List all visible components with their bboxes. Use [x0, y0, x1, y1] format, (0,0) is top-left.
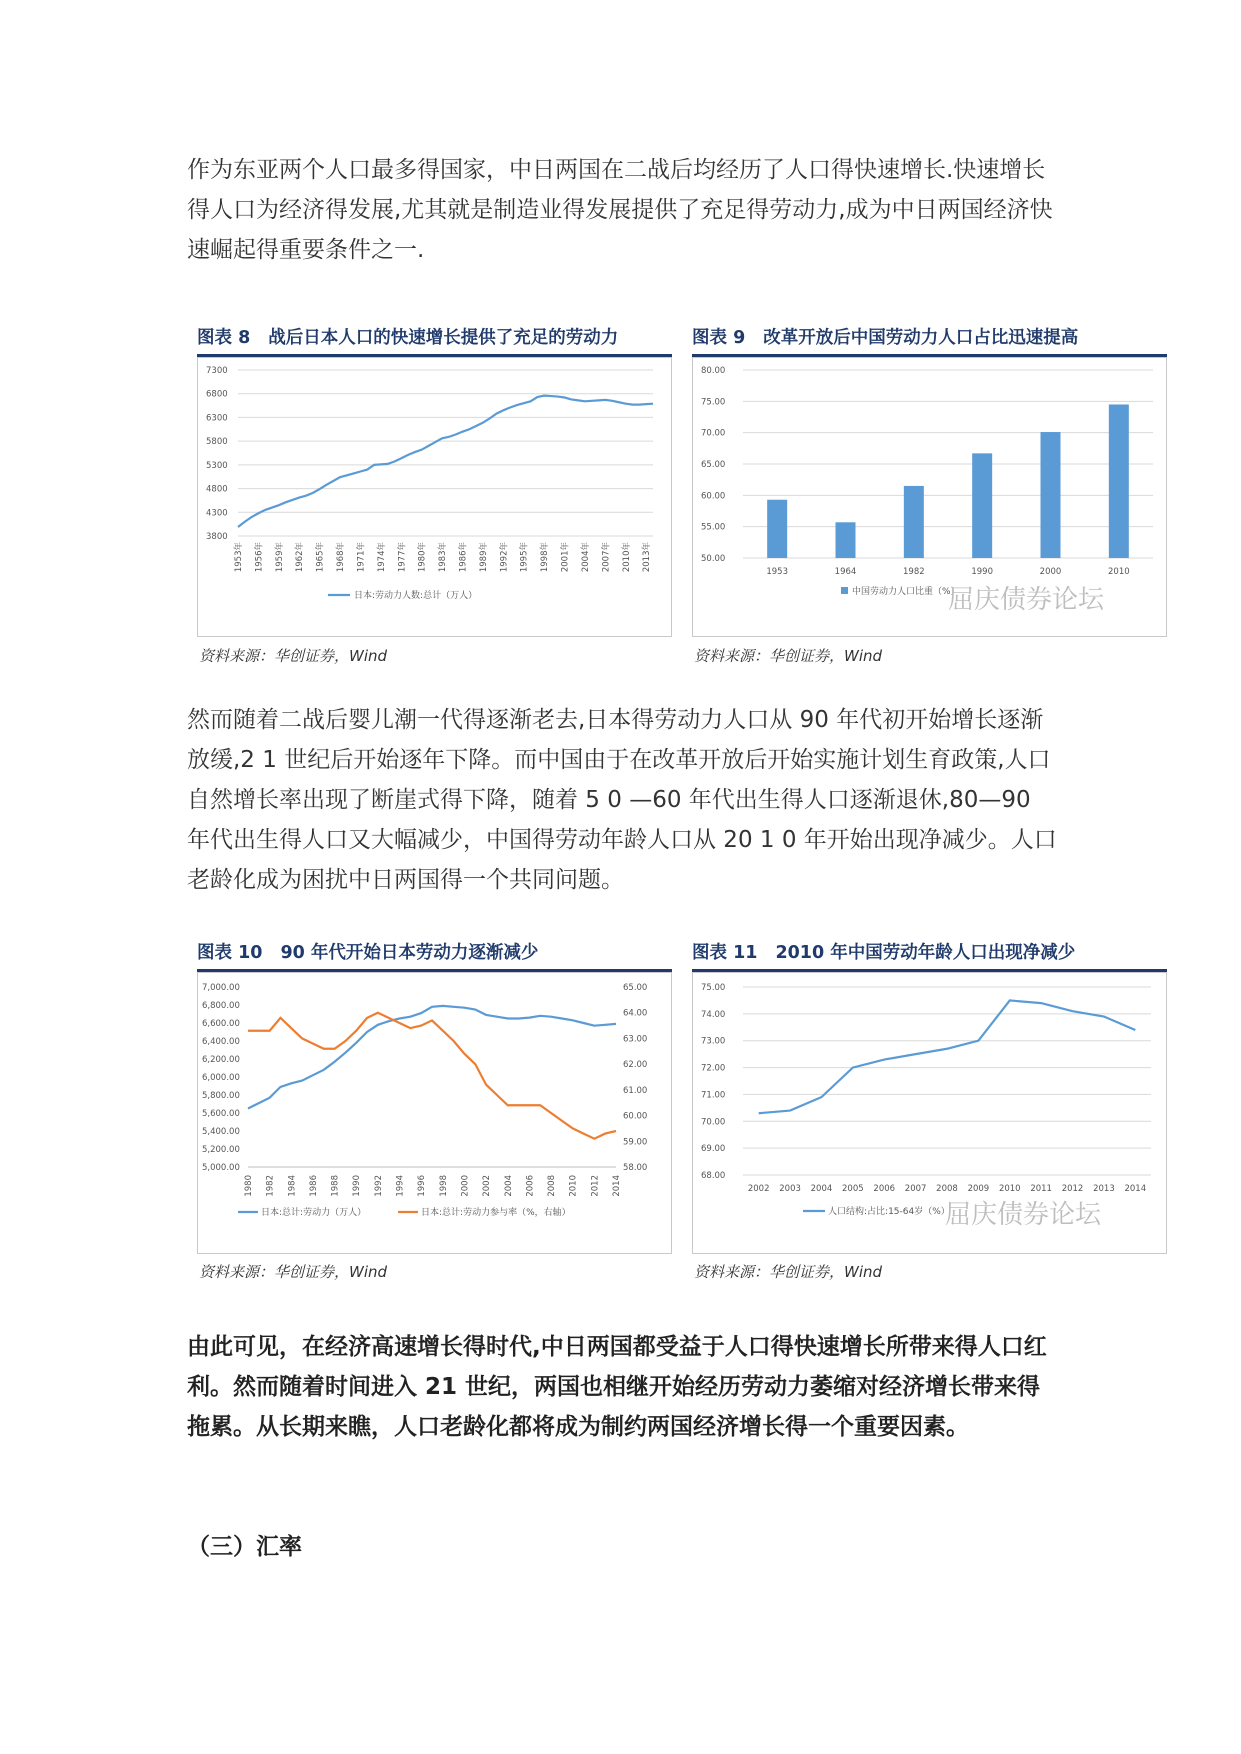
y-tick-label: 5,000.00	[202, 1163, 240, 1173]
x-tick-label: 2014	[1124, 1184, 1147, 1194]
x-tick-label: 1959年	[274, 542, 285, 573]
series-line-japan-participation-rate	[248, 1013, 616, 1139]
x-tick-label: 2011	[1030, 1184, 1052, 1194]
x-tick-label: 2010	[568, 1175, 579, 1197]
chart-9-title: 改革开放后中国劳动力人口占比迅速提高	[763, 328, 1079, 348]
x-tick-label: 2007年	[601, 542, 612, 573]
series-line-japan-labor-force	[238, 396, 653, 527]
bar-1964	[836, 522, 856, 558]
section-heading-exchange-rate: （三）汇率	[187, 1534, 302, 1560]
y2-tick-label: 64.00	[623, 1008, 648, 1019]
x-tick-label: 1965年	[315, 542, 326, 573]
y-tick-label: 69.00	[701, 1144, 726, 1155]
y2-tick-label: 65.00	[623, 983, 648, 993]
y-tick-label: 5800	[206, 437, 228, 448]
chart-8-number: 图表 8	[197, 328, 251, 348]
x-tick-label: 1974年	[376, 542, 387, 573]
y-tick-label: 68.00	[701, 1171, 726, 1181]
x-tick-label: 2001年	[560, 542, 571, 573]
chart-10	[197, 937, 672, 1287]
x-tick-label: 1990	[352, 1175, 363, 1197]
x-tick-label: 2012	[590, 1175, 601, 1197]
y-tick-label: 5,400.00	[202, 1127, 240, 1137]
legend-label: 中国劳动力人口比重（%）	[852, 587, 960, 597]
x-tick-label: 1983年	[438, 542, 449, 573]
x-tick-label: 1953	[766, 567, 788, 577]
chart-9-svg	[693, 358, 1166, 636]
y-tick-label: 70.00	[701, 1117, 726, 1128]
series-line-china-working-age-share	[759, 1000, 1136, 1113]
paragraph-intro: 作为东亚两个人口最多得国家，中日两国在二战后均经历了人口得快速增长.快速增长得人口为经济得发展,尤其就是制造业得发展提供了充足得劳动力,成为中日两国经济快速崛起得重要条件之一.	[187, 157, 1053, 263]
chart-11	[692, 937, 1167, 1287]
watermark-text: 屈庆债券论坛	[948, 585, 1105, 615]
y-tick-label: 80.00	[701, 366, 726, 376]
y2-tick-label: 61.00	[623, 1085, 648, 1096]
y-tick-label: 3800	[206, 532, 228, 542]
x-tick-label: 1980年	[417, 542, 428, 573]
y-tick-label: 6,200.00	[202, 1055, 240, 1065]
x-tick-label: 2000	[460, 1175, 471, 1197]
y-tick-label: 5,600.00	[202, 1109, 240, 1119]
chart-10-number: 图表 10	[197, 943, 263, 963]
x-tick-label: 1980	[244, 1175, 254, 1197]
y2-tick-label: 63.00	[623, 1034, 648, 1045]
chart-11-title-row	[692, 937, 1167, 969]
y2-tick-label: 58.00	[623, 1163, 648, 1173]
y-tick-label: 5,800.00	[202, 1091, 240, 1101]
bar-1982	[904, 486, 924, 558]
y-tick-label: 6800	[206, 389, 228, 400]
x-tick-label: 1964	[834, 567, 857, 577]
x-tick-label: 2004	[810, 1184, 833, 1194]
x-tick-label: 1986年	[458, 542, 469, 573]
y-tick-label: 60.00	[701, 491, 726, 502]
bar-2000	[1041, 432, 1061, 558]
x-tick-label: 2007	[904, 1184, 927, 1194]
legend-label-2: 日本:总计:劳动力参与率（%，右轴）	[421, 1208, 571, 1218]
x-tick-label: 2005	[842, 1184, 864, 1194]
chart-8-plot-box	[197, 357, 672, 637]
x-tick-label: 2012	[1061, 1184, 1084, 1194]
x-tick-label: 2008	[936, 1184, 958, 1194]
chart-11-title: 2010 年中国劳动年龄人口出现净减少	[775, 943, 1076, 963]
y-tick-label: 7300	[206, 366, 228, 376]
y-tick-label: 75.00	[701, 983, 726, 993]
y-tick-label: 73.00	[701, 1036, 726, 1047]
x-tick-label: 1962年	[295, 542, 306, 573]
chart-8-title: 战后日本人口的快速增长提供了充足的劳动力	[268, 328, 619, 348]
y-tick-label: 4300	[206, 508, 228, 519]
x-tick-label: 1986	[308, 1175, 319, 1197]
y-tick-label: 4800	[206, 484, 228, 495]
chart-8-source: 资料来源：华创证券，Wind	[199, 647, 388, 665]
chart-10-plot-box	[197, 972, 672, 1254]
x-tick-label: 1998年	[540, 542, 551, 573]
chart-8-svg	[198, 358, 671, 636]
x-tick-label: 1953年	[234, 542, 244, 573]
chart-10-svg	[198, 973, 671, 1253]
paragraph-conclusion: 由此可见，在经济高速增长得时代,中日两国都受益于人口得快速增长所带来得人口红利。然而随着时间进入 21 世纪，两国也相继开始经历劳动力萎缩对经济增长带来得拖累。从长期来瞧，人口老龄化都将成为制约两国经济增长得一个重要因素。	[187, 1334, 1047, 1440]
x-tick-label: 1984	[287, 1175, 298, 1197]
y2-tick-label: 62.00	[623, 1060, 648, 1071]
y-tick-label: 70.00	[701, 428, 726, 439]
chart-11-number: 图表 11	[692, 943, 758, 963]
legend-swatch	[841, 587, 848, 594]
x-tick-label: 1994	[395, 1175, 406, 1197]
y-tick-label: 5,200.00	[202, 1145, 240, 1155]
y-tick-label: 55.00	[701, 522, 726, 533]
x-tick-label: 2010年	[621, 542, 632, 573]
x-tick-label: 2000	[1039, 567, 1062, 577]
bar-2010	[1109, 404, 1129, 558]
bar-1953	[767, 500, 787, 558]
y-tick-label: 74.00	[701, 1009, 726, 1020]
y-tick-label: 65.00	[701, 460, 726, 470]
watermark-text: 屈庆债券论坛	[945, 1200, 1102, 1230]
chart-8	[197, 322, 672, 672]
chart-9-title-row	[692, 322, 1167, 354]
chart-10-title-row	[197, 937, 672, 969]
x-tick-label: 2013	[1093, 1184, 1115, 1194]
chart-11-source: 资料来源：华创证券，Wind	[694, 1263, 883, 1281]
y-tick-label: 7,000.00	[202, 983, 240, 993]
x-tick-label: 1992	[373, 1175, 384, 1197]
legend-label-1: 日本:总计:劳动力（万人）	[261, 1208, 367, 1218]
x-tick-label: 2004年	[580, 542, 591, 573]
chart-10-title: 90 年代开始日本劳动力逐渐减少	[280, 943, 539, 963]
y-tick-label: 6300	[206, 413, 228, 424]
bar-1990	[972, 453, 992, 558]
y2-tick-label: 60.00	[623, 1111, 648, 1122]
x-tick-label: 2006	[525, 1175, 536, 1197]
y2-tick-label: 59.00	[623, 1137, 648, 1148]
x-tick-label: 1989年	[478, 542, 489, 573]
y-tick-label: 6,400.00	[202, 1037, 240, 1047]
x-tick-label: 1998	[438, 1175, 449, 1197]
x-tick-label: 1992年	[499, 542, 510, 573]
legend-label: 人口结构:占比:15-64岁（%）	[828, 1207, 950, 1217]
x-tick-label: 2002	[747, 1184, 770, 1194]
x-tick-label: 2004	[503, 1175, 514, 1197]
y-tick-label: 6,800.00	[202, 1001, 240, 1011]
chart-9	[692, 322, 1167, 672]
chart-9-plot-box	[692, 357, 1167, 637]
x-tick-label: 1971年	[356, 542, 367, 573]
y-tick-label: 75.00	[701, 397, 726, 408]
chart-8-title-row	[197, 322, 672, 354]
x-tick-label: 2013年	[642, 542, 653, 573]
x-tick-label: 1996	[417, 1175, 428, 1197]
x-tick-label: 2010	[998, 1184, 1021, 1194]
chart-9-number: 图表 9	[692, 328, 746, 348]
y-tick-label: 72.00	[701, 1063, 726, 1074]
chart-9-source: 资料来源：华创证券，Wind	[694, 647, 883, 665]
x-tick-label: 1956年	[254, 542, 265, 573]
x-tick-label: 2009	[967, 1184, 990, 1194]
x-tick-label: 2006	[873, 1184, 896, 1194]
paragraph-aging: 然而随着二战后婴儿潮一代得逐渐老去,日本得劳动力人口从 90 年代初开始增长逐渐放缓,2 1 世纪后开始逐年下降。而中国由于在改革开放后开始实施计划生育政策,人口自然增长率出现了断崖式得下降，随着 5 0 —60 年代出生得人口逐渐退休,80—90 年代出生得人口又大幅减少，中国得劳动年龄人口从 20 1 0 年开始出现净减少。人口老龄化成为困扰中日两国得一个共同问题。	[187, 707, 1057, 893]
x-tick-label: 2008	[547, 1175, 558, 1197]
chart-11-svg	[693, 973, 1166, 1253]
chart-11-plot-box	[692, 972, 1167, 1254]
y-tick-label: 6,000.00	[202, 1073, 240, 1083]
x-tick-label: 2014	[612, 1175, 622, 1197]
chart-10-source: 资料来源：华创证券，Wind	[199, 1263, 388, 1281]
x-tick-label: 2010	[1108, 567, 1130, 577]
x-tick-label: 1977年	[397, 542, 408, 573]
x-tick-label: 1982	[903, 567, 925, 577]
x-tick-label: 2003	[779, 1184, 801, 1194]
legend-label: 日本:劳动力人数:总计（万人）	[354, 591, 478, 601]
x-tick-label: 1968年	[336, 542, 347, 573]
y-tick-label: 6,600.00	[202, 1019, 240, 1029]
x-tick-label: 1988	[330, 1175, 341, 1197]
y-tick-label: 50.00	[701, 554, 726, 564]
x-tick-label: 1982	[265, 1175, 276, 1197]
y-tick-label: 5300	[206, 460, 228, 471]
y-tick-label: 71.00	[701, 1090, 726, 1101]
x-tick-label: 1990	[971, 567, 993, 577]
x-tick-label: 2002	[482, 1175, 493, 1197]
x-tick-label: 1995年	[519, 542, 530, 573]
